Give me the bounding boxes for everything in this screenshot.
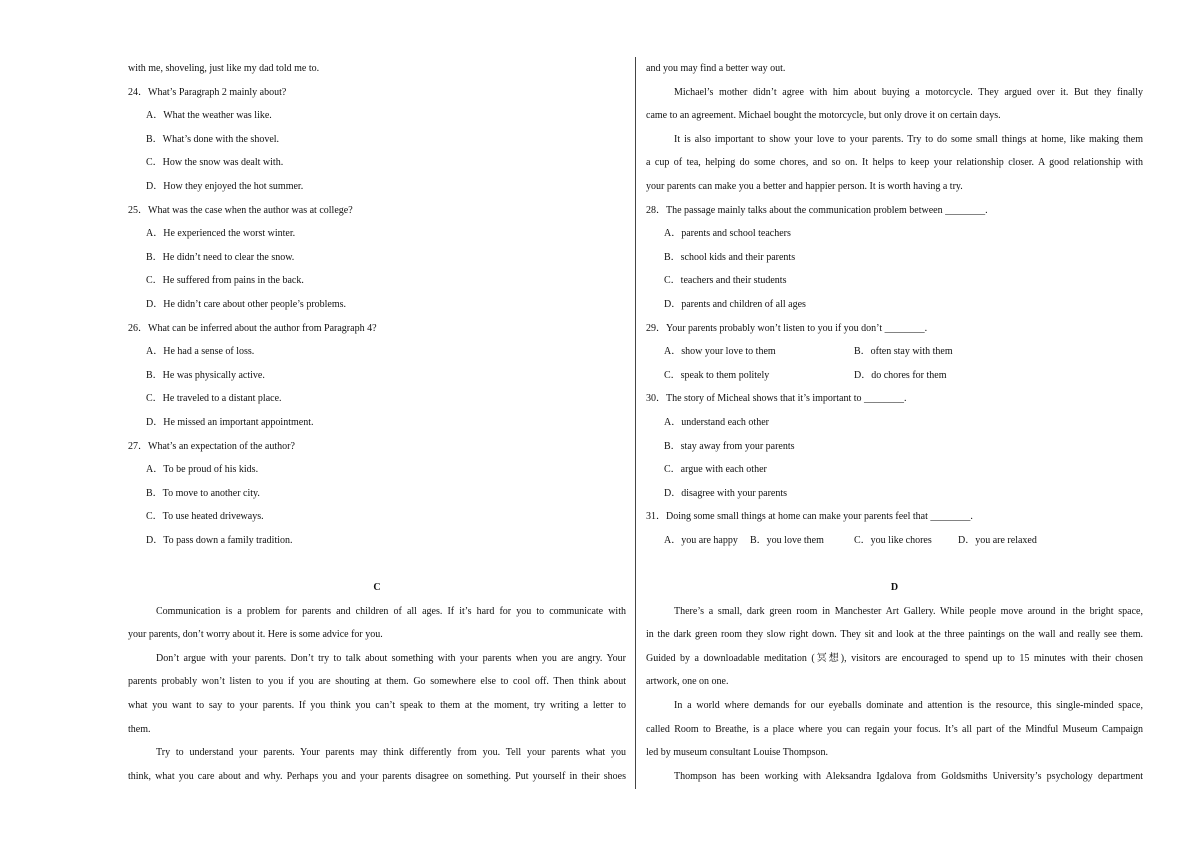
passage-line: It is also important to show your love to your parents. Try to do some small things at home, like making them: [674, 133, 1143, 145]
section-title-c: C: [373, 582, 381, 594]
option-25-c: C．He suffered from pains in the back.: [146, 275, 304, 287]
option-27-d: D．To pass down a family tradition.: [146, 534, 293, 546]
option-26-a: A．He had a sense of loss.: [146, 346, 255, 358]
option-28-c: C．teachers and their students: [664, 275, 787, 287]
passage-line: artwork, one on one.: [646, 676, 729, 688]
option-30-a: A．understand each other: [664, 416, 769, 428]
question-31: 31．Doing some small things at home can make your parents feel that ________.: [646, 511, 973, 523]
passage-line: a cup of tea, helping do some chores, and so on. It helps to keep your relationship closer. A good relationship with: [646, 157, 1143, 169]
option-31-b: B．you love them: [750, 534, 824, 546]
passage-line: your parents can make you a better and happier person. It is worth having a try.: [646, 180, 963, 192]
passage-line: Thompson has been working with Aleksandra Igdalova from Goldsmiths University’s psychology department: [674, 770, 1143, 782]
option-27-c: C．To use heated driveways.: [146, 511, 264, 523]
option-29-a: A．show your love to them: [664, 346, 776, 358]
question-27: 27．What’s an expectation of the author?: [128, 440, 295, 452]
question-28: 28．The passage mainly talks about the communication problem between ________.: [646, 204, 988, 216]
option-27-b: B．To move to another city.: [146, 487, 260, 499]
left-column: [128, 57, 626, 788]
option-26-c: C．He traveled to a distant place.: [146, 393, 282, 405]
option-29-d: D．do chores for them: [854, 369, 947, 381]
option-25-a: A．He experienced the worst winter.: [146, 228, 296, 240]
option-24-a: A．What the weather was like.: [146, 110, 272, 122]
passage-line: parents probably won’t listen to you if you are shouting at them. Go somewhere else to cool off. Then think about: [128, 676, 626, 688]
option-31-a: A．you are happy: [664, 534, 738, 546]
text-line: with me, shoveling, just like my dad told me to.: [128, 63, 320, 74]
options-29-row-1: [646, 340, 1143, 364]
option-29-b: B．often stay with them: [854, 346, 953, 358]
option-28-b: B．school kids and their parents: [664, 251, 796, 263]
option-24-b: B．What’s done with the shovel.: [146, 133, 280, 145]
passage-line: In a world where demands for our eyeballs dominate and attention is the resource, this single-minded space,: [674, 700, 1143, 712]
question-25: 25．What was the case when the author was at college?: [128, 204, 353, 216]
option-31-c: C．you like chores: [854, 534, 932, 546]
question-24: 24．What’s Paragraph 2 mainly about?: [128, 86, 287, 98]
column-divider: [635, 57, 636, 789]
section-title-d: D: [890, 582, 899, 594]
passage-line: Michael’s mother didn’t agree with him about buying a motorcycle. They argued over it. But they finally: [674, 86, 1143, 98]
option-24-c: C．How the snow was dealt with.: [146, 157, 284, 169]
option-29-c: C．speak to them politely: [664, 369, 770, 381]
passage-line: Try to understand your parents. Your parents may think differently from you. Tell your parents what you: [156, 747, 626, 759]
option-28-d: D．parents and children of all ages: [664, 298, 806, 310]
option-30-d: D．disagree with your parents: [664, 487, 788, 499]
passage-line: came to an agreement. Michael bought the motorcycle, but only drove it on certain days.: [646, 110, 1001, 122]
passage-line: led by museum consultant Louise Thompson.: [646, 747, 829, 759]
option-25-d: D．He didn’t care about other people’s problems.: [146, 298, 347, 310]
passage-line: think, what you care about and why. Perhaps you and your parents disagree on something. Put yourself in their shoes: [128, 770, 626, 782]
passage-line: called Room to Breathe, is a place where you can regain your focus. It’s all part of the Mindful Museum Campaign: [646, 723, 1143, 735]
option-26-b: B．He was physically active.: [146, 369, 265, 381]
option-27-a: A．To be proud of his kids.: [146, 464, 259, 476]
passage-line: what you want to say to your parents. If you think you can’t speak to them at the moment, try writing a letter to: [128, 700, 626, 712]
option-30-b: B．stay away from your parents: [664, 440, 795, 452]
passage-line: and you may find a better way out.: [646, 63, 786, 74]
question-26: 26．What can be inferred about the author from Paragraph 4?: [128, 322, 377, 334]
passage-line: in the dark green room they slow right down. They sit and look at the three paintings on the wall and really see them.: [646, 629, 1143, 641]
passage-line: There’s a small, dark green room in Manchester Art Gallery. While people move around in the bright space,: [674, 605, 1143, 617]
options-29-row-2: [646, 364, 1143, 388]
option-26-d: D．He missed an important appointment.: [146, 416, 314, 428]
question-29: 29．Your parents probably won’t listen to you if you don’t ________.: [646, 322, 928, 334]
passage-line: Communication is a problem for parents and children of all ages. If it’s hard for you to communicate with: [156, 605, 626, 617]
passage-line: them.: [128, 723, 151, 735]
option-31-d: D．you are relaxed: [958, 534, 1037, 546]
right-column: [646, 57, 1143, 788]
passage-line: Don’t argue with your parents. Don’t try to talk about something with your parents when you are angry. Your: [156, 652, 626, 664]
option-24-d: D．How they enjoyed the hot summer.: [146, 180, 304, 192]
option-28-a: A．parents and school teachers: [664, 228, 791, 240]
passage-line: Guided by a downloadable meditation (冥想), visitors are encouraged to spend up to 15 minutes with their chosen: [646, 652, 1143, 664]
options-31-row: [646, 529, 1143, 553]
passage-line: your parents, don’t worry about it. Here is some advice for you.: [128, 629, 383, 641]
option-30-c: C．argue with each other: [664, 464, 767, 476]
option-25-b: B．He didn’t need to clear the snow.: [146, 251, 295, 263]
question-30: 30．The story of Micheal shows that it’s important to ________.: [646, 393, 907, 405]
